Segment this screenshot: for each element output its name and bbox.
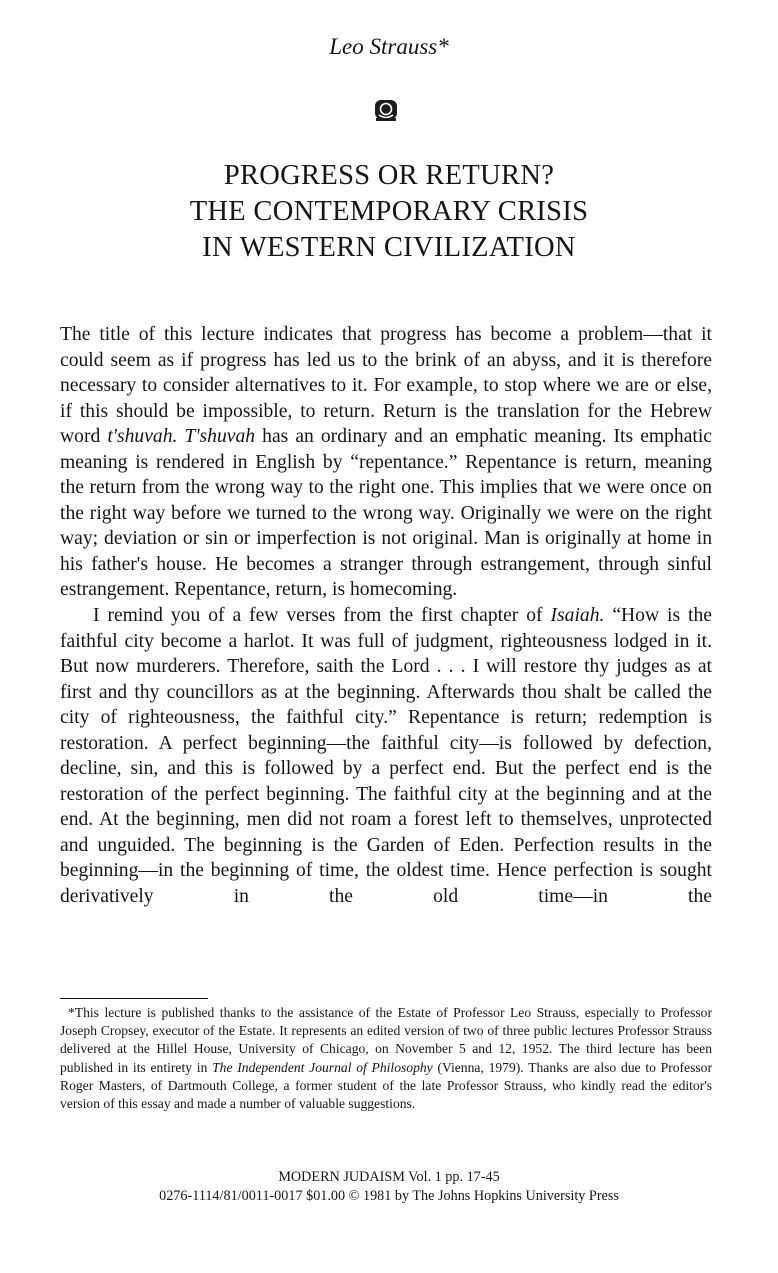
publication-info: [0, 1168, 778, 1206]
title-line-3: IN WESTERN CIVILIZATION: [202, 232, 576, 263]
article-title: [0, 158, 778, 266]
footnote: [60, 1004, 712, 1113]
article-body: [60, 322, 712, 910]
author-name: Leo Strauss*: [329, 34, 449, 59]
paragraph-1-text-a: The title of this lecture indicates that progress has become a problem—that it could seem as if progress has led us to the brink of an abyss, and it is therefore necessary to consider alternatives to it. For example, to stop where we are or else, if this should be impossible, to return. Return is the translation for the Hebrew word: [60, 324, 712, 448]
journal-citation: MODERN JUDAISM Vol. 1 pp. 17-45: [278, 1169, 500, 1185]
footnote-divider: [60, 998, 208, 999]
hebrew-term-tshuvah: t'shuvah.: [107, 426, 178, 448]
ornament-icon: [373, 96, 399, 122]
paragraph-2-text-a: I remind you of a few verses from the first chapter of: [93, 605, 551, 627]
book-title-isaiah: Isaiah.: [550, 605, 605, 627]
paragraph-1-text-b: has an ordinary and an emphatic meaning. Its emphatic meaning is rendered in English by “repentance.” Repentance is return, meaning the return from the wrong way to the right one. This implies that we were once on the right way before we turned to the wrong way. Originally we were on the right way; deviation or sin or imperfection is not original. Man is originally at home in his father's house. He becomes a stranger through estrangement, through sinful estrangement. Repentance, return, is homecoming.: [60, 426, 713, 601]
paragraph-2: [60, 603, 712, 910]
hebrew-term-tshuvah-2: T'shuvah: [184, 426, 256, 448]
paragraph-2-text-b: “How is the faithful city become a harlot. It was full of judgment, righteousness lodged in it. But now murderers. Therefore, saith the Lord . . . I will restore thy judges as at first and thy councillors as at the beginning. Afterwards thou shalt be called the city of righteousness, the faithful city.” Repentance is return; redemption is restoration. A perfect beginning—the faithful city—is followed by defection, decline, sin, and this is followed by a perfect end. But the perfect end is the restoration of the perfect beginning. The faithful city at the beginning and at the end. At the beginning, men did not roam a forest left to themselves, unprotected and unguided. The beginning is the Garden of Eden. Perfection results in the beginning—in the beginning of time, the oldest time. Hence perfection is sought derivatively in the old time—in the: [60, 605, 712, 908]
title-line-1: PROGRESS OR RETURN?: [223, 160, 555, 191]
copyright-line: 0276-1114/81/0011-0017 $01.00 © 1981 by The Johns Hopkins University Press: [159, 1188, 619, 1204]
title-line-2: THE CONTEMPORARY CRISIS: [189, 196, 589, 227]
footnote-text-b: (Vienna, 1979). Thanks are also due to Professor Roger Masters, of Dartmouth College, a former student of the late Professor Strauss, who kindly read the editor's version of this essay and made a number of valuable suggestions.: [60, 1059, 712, 1112]
footnote-journal-title: The Independent Journal of Philosophy: [212, 1059, 433, 1075]
paragraph-1: [60, 322, 712, 603]
footnote-text-a: *This lecture is published thanks to the assistance of the Estate of Professor Leo Strauss, especially to Professor Joseph Cropsey, executor of the Estate. It represents an edited version of two of three public lectures Professor Strauss delivered at the Hillel House, University of Chicago, on November 5 and 12, 1952. The third lecture has been published in its entirety in: [60, 1005, 712, 1075]
